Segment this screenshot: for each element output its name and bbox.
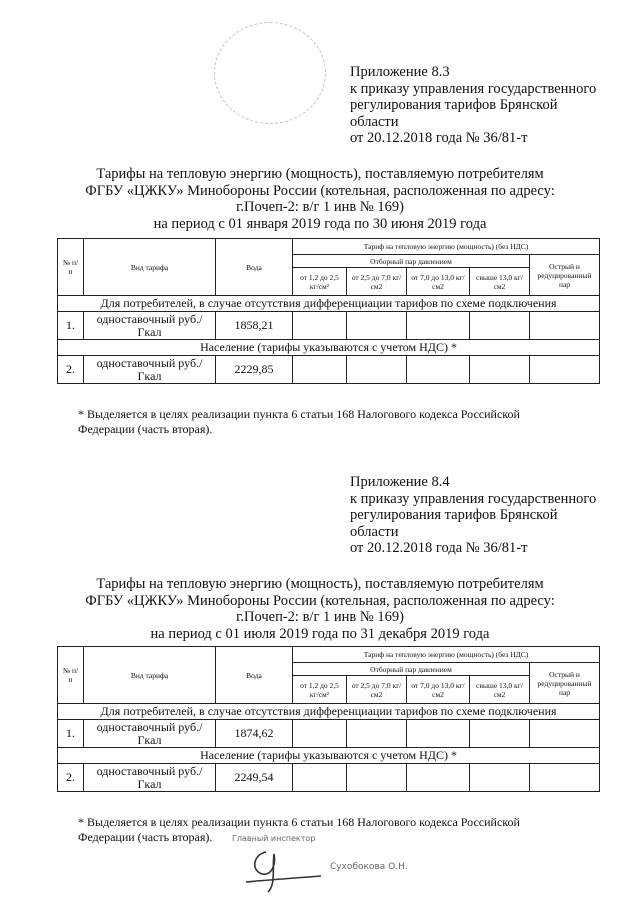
table-row xyxy=(58,356,600,384)
row-num: 2. xyxy=(58,764,84,792)
document-title-2 xyxy=(20,576,620,642)
row-type: одноставочный руб./Гкал xyxy=(84,356,216,384)
appendix-label: Приложение 8.3 xyxy=(350,64,450,80)
row-num: 1. xyxy=(58,720,84,748)
col-header-num: № п/ п xyxy=(58,647,84,704)
title-period: на период с 01 января 2019 года по 30 июня 2019 года xyxy=(153,215,487,232)
col-header-p1: от 1,2 до 2,5 кг/см² xyxy=(293,676,347,704)
section-row: Для потребителей, в случае отсутствия дифференциации тарифов по схеме подключения xyxy=(58,704,600,720)
col-header-num: № п/ п xyxy=(58,239,84,296)
appendix-line: регулирования тарифов Брянской xyxy=(350,97,558,113)
col-header-p3: от 7,0 до 13,0 кг/см2 xyxy=(407,676,470,704)
tariff-table-1 xyxy=(57,238,600,384)
section-row: Для потребителей, в случае отсутствия дифференциации тарифов по схеме подключения xyxy=(58,296,600,312)
footnote-line: Федерации (часть вторая). xyxy=(78,422,213,436)
title-line: г.Почеп-2: в/г 1 инв № 169) xyxy=(236,609,404,625)
title-line: ФГБУ «ЦЖКУ» Минобороны России (котельная, расположенная по адресу: xyxy=(85,592,555,609)
table-row xyxy=(58,764,600,792)
col-header-water: Вода xyxy=(216,239,293,296)
row-water-value: 2249,54 xyxy=(216,764,293,792)
col-header-p2: от 2,5 до 7,0 кг/см2 xyxy=(347,268,407,296)
title-line: г.Почеп-2: в/г 1 инв № 169) xyxy=(236,199,404,215)
col-header-type: Вид тарифа xyxy=(84,647,216,704)
col-header-p3: от 7,0 до 13,0 кг/см2 xyxy=(407,268,470,296)
appendix-line: регулирования тарифов Брянской xyxy=(350,507,558,523)
appendix-line: области xyxy=(350,523,399,540)
footnote-2 xyxy=(78,815,618,845)
col-header-tariff-group: Тариф на тепловую энергию (мощность) (без НДС) xyxy=(293,239,600,255)
title-line: ФГБУ «ЦЖКУ» Минобороны России (котельная, расположенная по адресу: xyxy=(85,182,555,199)
row-num: 1. xyxy=(58,312,84,340)
col-header-p4: свыше 13,0 кг/см2 xyxy=(470,676,530,704)
document-title-1 xyxy=(20,166,620,232)
appendix-line: от 20.12.2018 года № 36/81-т xyxy=(350,540,528,556)
col-header-p2: от 2,5 до 7,0 кг/см2 xyxy=(347,676,407,704)
row-water-value: 2229,85 xyxy=(216,356,293,384)
row-type: одноставочный руб./Гкал xyxy=(84,720,216,748)
footnote-line: * Выделяется в целях реализации пункта 6 статьи 168 Налогового кодекса Российской xyxy=(78,407,520,421)
col-header-steam-group: Отборный пар давлением xyxy=(293,255,530,268)
handwritten-signature xyxy=(236,840,326,895)
title-line: Тарифы на тепловую энергию (мощность), поставляемую потребителям xyxy=(96,166,544,182)
appendix-header-1 xyxy=(350,64,596,147)
row-type: одноставочный руб./Гкал xyxy=(84,312,216,340)
appendix-label: Приложение 8.4 xyxy=(350,474,450,490)
signature-role: Главный инспектор xyxy=(232,834,316,843)
col-header-reduced: Острый и редуцированный пар xyxy=(530,255,600,296)
section-row: Население (тарифы указываются с учетом НДС) * xyxy=(58,340,600,356)
col-header-water: Вода xyxy=(216,647,293,704)
col-header-p4: свыше 13,0 кг/см2 xyxy=(470,268,530,296)
appendix-line: области xyxy=(350,113,399,130)
col-header-type: Вид тарифа xyxy=(84,239,216,296)
appendix-line: к приказу управления государственного xyxy=(350,80,597,97)
appendix-header-2 xyxy=(350,474,596,557)
title-period: на период с 01 июля 2019 года по 31 декабря 2019 года xyxy=(150,625,490,642)
appendix-line: к приказу управления государственного xyxy=(350,490,597,507)
col-header-reduced: Острый и редуцированный пар xyxy=(530,663,600,704)
row-water-value: 1874,62 xyxy=(216,720,293,748)
col-header-tariff-group: Тариф на тепловую энергию (мощность) (без НДС) xyxy=(293,647,600,663)
signature-name: Сухобокова О.Н. xyxy=(330,862,408,872)
seal-stamp xyxy=(214,22,326,124)
row-water-value: 1858,21 xyxy=(216,312,293,340)
appendix-line: от 20.12.2018 года № 36/81-т xyxy=(350,130,528,146)
table-row xyxy=(58,720,600,748)
footnote-line: Федерации (часть вторая). xyxy=(78,830,213,844)
table-row xyxy=(58,312,600,340)
tariff-table-2 xyxy=(57,646,600,792)
section-row: Население (тарифы указываются с учетом НДС) * xyxy=(58,748,600,764)
col-header-p1: от 1,2 до 2,5 кг/см² xyxy=(293,268,347,296)
row-type: одноставочный руб./Гкал xyxy=(84,764,216,792)
col-header-steam-group: Отборный пар давлением xyxy=(293,663,530,676)
footnote-line: * Выделяется в целях реализации пункта 6 статьи 168 Налогового кодекса Российской xyxy=(78,815,520,829)
footnote-1 xyxy=(78,407,618,437)
title-line: Тарифы на тепловую энергию (мощность), поставляемую потребителям xyxy=(96,576,544,592)
row-num: 2. xyxy=(58,356,84,384)
